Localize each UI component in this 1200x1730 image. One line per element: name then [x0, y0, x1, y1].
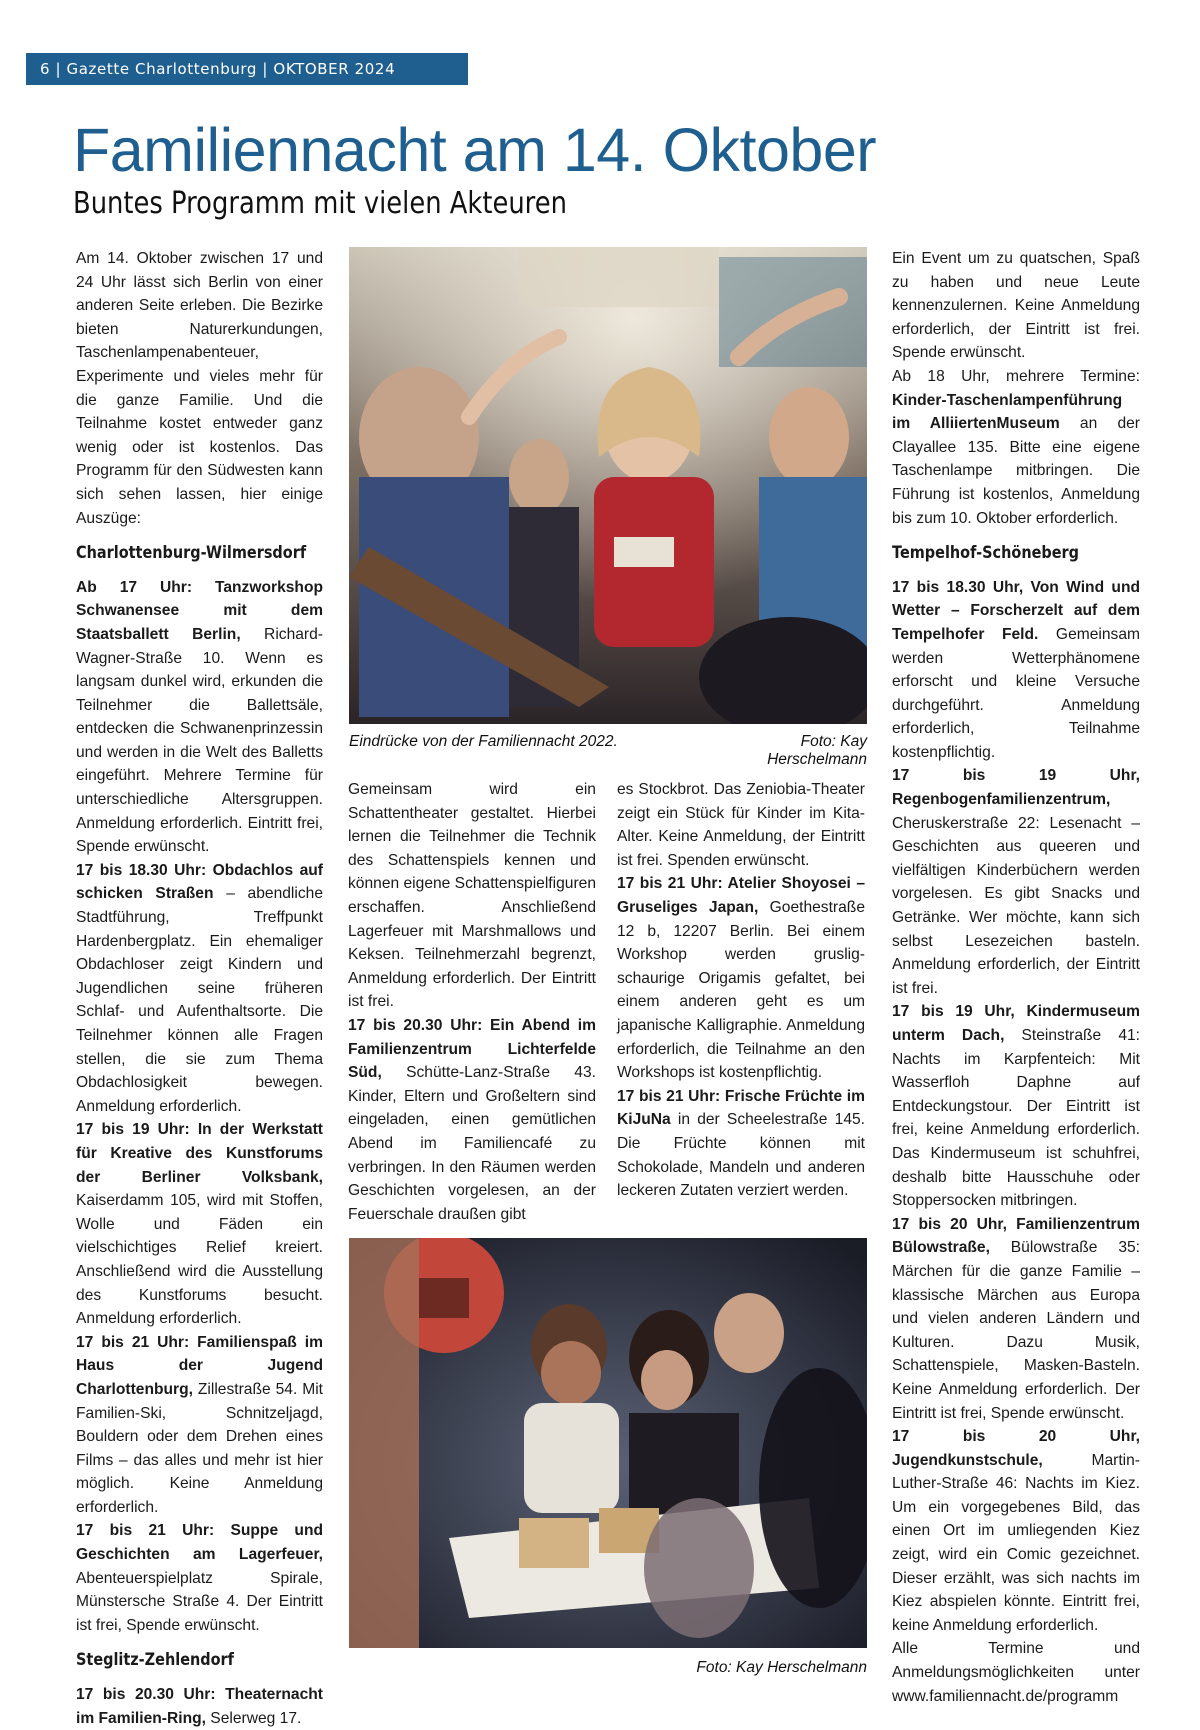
event-title: Kinder-Taschenlampenführung im AlliiertenMuseum [892, 391, 1123, 433]
intro-paragraph: Am 14. Oktober zwischen 17 und 24 Uhr lässt sich Berlin von einer anderen Seite erleben. Die Bezirke bieten Naturerkundungen, Taschenlampenabenteuer, Experimente und vieles mehr für die ganze Familie. Und die Teilnahme kostet entweder ganz wenig oder ist kostenlos. Das Programm für den Südwesten kann sich sehen lassen, hier einige Auszüge: [76, 250, 323, 527]
event-text: Goethestraße 12 b, 12207 Berlin. Bei einem Workshop werden gruslig-schaurige Origamis gefaltet, bei einem anderen geht es um japanische Kalligraphie. Anmeldung erforderlich, die Teilnahme an den Workshops ist kostenpflichtig. [617, 898, 865, 1082]
event-entry [892, 1000, 1140, 1212]
event-text: Martin-Luther-Straße 46: Nachts im Kiez. Um ein vorgegebenes Bild, das einen Ort im umliegenden Kiez zeigt, wird ein Comic gezeichnet. Dieser erzählt, was sich nachts im Kiez abspielen könnte. Eintritt frei, keine Anmeldung erforderlich. [892, 1451, 1140, 1634]
event-entry [892, 764, 1140, 1000]
event-text: Abenteuerspielplatz Spirale, Münstersche Straße 4. Der Eintritt ist frei, Spende erwünscht. [76, 1569, 323, 1634]
photo-credit: Foto: Kay Herschelmann [696, 1659, 867, 1676]
photo-dancing-children-image [349, 247, 867, 724]
event-title: Ab 17 Uhr: Tanzworkshop Schwanensee mit dem Staatsballett Berlin, [76, 578, 323, 643]
event-text: Kaiserdamm 105, wird mit Stoffen, Wolle und Fäden ein vielschichtiges Relief kreiert. Anschließend wird die Ausstellung des Kunstforums besucht. Anmeldung erforderlich. [76, 1192, 323, 1328]
event-text: Steinstraße 41: Nachts im Karpfenteich: Mit Wasserfloh Daphne auf Entdeckungstour. Der Eintritt ist frei, keine Anmeldung erforderlich. Das Kindermuseum ist schuhfrei, deshalb bitte Hausschuhe oder Stoppersocken mitbringen. [892, 1027, 1140, 1210]
page-folio: 6 | Gazette Charlottenburg | OKTOBER 2024 [26, 53, 468, 85]
section-heading-tempelhof: Tempelhof-Schöneberg [892, 543, 1080, 564]
article-title: Familiennacht am 14. Oktober [73, 116, 877, 184]
event-text: Richard-Wagner-Straße 10. Wenn es langsam dunkel wird, erkunden die Teilnehmer die Ballettsäle, entdecken die Schwanenprinzessin und werden in die Welt des Balletts eingeführt. Mehrere Termine für unterschiedliche Altersgruppen. Anmeldung erforderlich. Eintritt frei, Spende erwünscht. [76, 625, 323, 856]
event-title: 17 bis 19 Uhr, Kindermuseum unterm Dach, [892, 1003, 1140, 1044]
event-text: Cheruskerstraße 22: Lesenacht – Geschichten aus queeren und vielfältigen Kinderbüchern werden vorgelesen. Es gibt Snacks und Getränke. Wer möchte, kann sich selbst Lesezeichen basteln. Anmeldung erforderlich, der Eintritt ist frei. [892, 814, 1140, 997]
page-header [0, 0, 1200, 80]
event-text: Ein Event um zu quatschen, Spaß zu haben und neue Leute kennenzulernen. Keine Anmeldung erforderlich, der Eintritt ist frei. Spende erwünscht. [892, 250, 1140, 362]
event-entry [892, 365, 1140, 530]
event-entry [892, 1213, 1140, 1425]
section-heading-steglitz: Steglitz-Zehlendorf [76, 1650, 234, 1671]
event-text: Gemeinsam werden Wetterphänomene erforscht und kleine Versuche durchgeführt. Anmeldung erforderlich, Teilnahme kostenpflichtig. [892, 625, 1140, 761]
event-entry [76, 1118, 323, 1330]
event-entry [617, 872, 865, 1084]
event-text: an der Clayallee 135. Bitte eine eigene Taschenlampe mitbringen. Die Führung ist kostenlos, Anmeldung bis zum 10. Oktober erforderlich. [892, 415, 1140, 527]
column-2 [348, 778, 596, 1226]
column-4 [892, 247, 1140, 1708]
event-title: 17 bis 20.30 Uhr: Ein Abend im Familienzentrum Lichterfelde Süd, [348, 1016, 596, 1082]
photo-caption: Eindrücke von der Familiennacht 2022. [349, 733, 618, 750]
photo-crafting-table-image [349, 1238, 867, 1648]
event-text: in der Scheelestraße 145. Die Früchte können mit Schokolade, Mandeln und anderen leckeren Zutaten verziert werden. [617, 1111, 865, 1200]
event-entry [76, 859, 323, 1119]
closing-note: Alle Termine und Anmeldungsmöglichkeiten unter www.familiennacht.de/programm [892, 1640, 1140, 1705]
event-title: 17 bis 20.30 Uhr: Theaternacht im Familien-Ring, [76, 1686, 323, 1727]
event-text: Zillestraße 54. Mit Familien-Ski, Schnitzeljagd, Bouldern oder dem Drehen eines Films – das alles und mehr ist hier möglich. Keine Anmeldung erforderlich. [76, 1380, 323, 1516]
event-entry [76, 1519, 323, 1637]
event-text: es Stockbrot. Das Zeniobia-Theater zeigt ein Stück für Kinder im Kita-Alter. Keine Anmeldung, der Eintritt ist frei. Spenden erwünscht. [617, 781, 865, 869]
event-title: 17 bis 21 Uhr: Frische Früchte im KiJuNa [617, 1087, 865, 1129]
event-text: Selerweg 17. [205, 1709, 302, 1727]
event-entry [348, 1014, 596, 1226]
event-text: Gemeinsam wird ein Schattentheater gestaltet. Hierbei lernen die Teilnehmer die Technik des Schattenspiels kennen und können eigene Schattenspielfiguren erschaffen. Anschließend Lagerfeuer mit Marshmallows und Keksen. Teilnehmerzahl begrenzt, Anmeldung erforderlich. Der Eintritt ist frei. [348, 781, 596, 1011]
event-entry [617, 1085, 865, 1203]
event-title: 17 bis 21 Uhr: Atelier Shoyosei – Gruseliges Japan, [617, 875, 865, 916]
photo-dancing-children [349, 247, 867, 724]
event-entry [892, 1425, 1140, 1637]
event-title: 17 bis 20 Uhr, Jugendkunstschule, [892, 1428, 1140, 1469]
event-text: Ab 18 Uhr, mehrere Termine: [892, 367, 1140, 385]
event-title: 17 bis 18.30 Uhr, Von Wind und Wetter – Forscherzelt auf dem Tempelhofer Feld. [892, 578, 1140, 643]
event-title: 17 bis 19 Uhr, Regenbogenfamilienzentrum, [892, 767, 1140, 809]
event-entry [76, 1331, 323, 1520]
article-subtitle: Buntes Programm mit vielen Akteuren [73, 186, 567, 221]
column-3 [617, 778, 865, 1203]
event-title: 17 bis 19 Uhr: In der Werkstatt für Kreative des Kunstforums der Berliner Volksbank, [76, 1121, 323, 1186]
event-title: 17 bis 18.30 Uhr: Obdachlos auf schicken Straßen [76, 861, 323, 903]
event-entry [892, 576, 1140, 765]
event-entry [76, 1683, 323, 1730]
event-entry [76, 576, 323, 859]
event-title: 17 bis 20 Uhr, Familienzentrum Bülowstraße, [892, 1215, 1140, 1257]
event-text: – abendliche Stadtführung, Treffpunkt Hardenbergplatz. Ein ehemaliger Obdachloser zeigt Kindern und Jugendlichen seine früheren Schlaf- und Aufenthaltsorte. Die Teilnehmer können alle Fragen stellen, die sie zum Thema Obdachlosigkeit bewegen. Anmeldung erforderlich. [76, 885, 323, 1115]
event-title: 17 bis 21 Uhr: Familienspaß im Haus der Jugend Charlottenburg, [76, 1333, 323, 1398]
event-title: 17 bis 21 Uhr: Suppe und Geschichten am Lagerfeuer, [76, 1522, 323, 1564]
photo-credit: Foto: Kay Herschelmann [767, 733, 867, 768]
event-text: Schütte-Lanz-Straße 43. Kinder, Eltern und Großeltern sind eingeladen, einen gemütlichen Abend im Familiencafé zu verbringen. In den Räumen werden Geschichten vorgelesen, an der Feuerschale draußen gibt [348, 1064, 596, 1223]
photo-crafting-table [349, 1238, 867, 1648]
section-heading-charlottenburg: Charlottenburg-Wilmersdorf [76, 543, 307, 564]
event-text: Bülowstraße 35: Märchen für die ganze Familie – klassische Märchen aus Europa und vielen anderen Ländern und Kulturen. Dazu Musik, Schattenspiele, Masken-Basteln. Keine Anmeldung erforderlich. Der Eintritt ist frei, Spende erwünscht. [892, 1239, 1140, 1422]
column-1 [76, 247, 323, 1730]
